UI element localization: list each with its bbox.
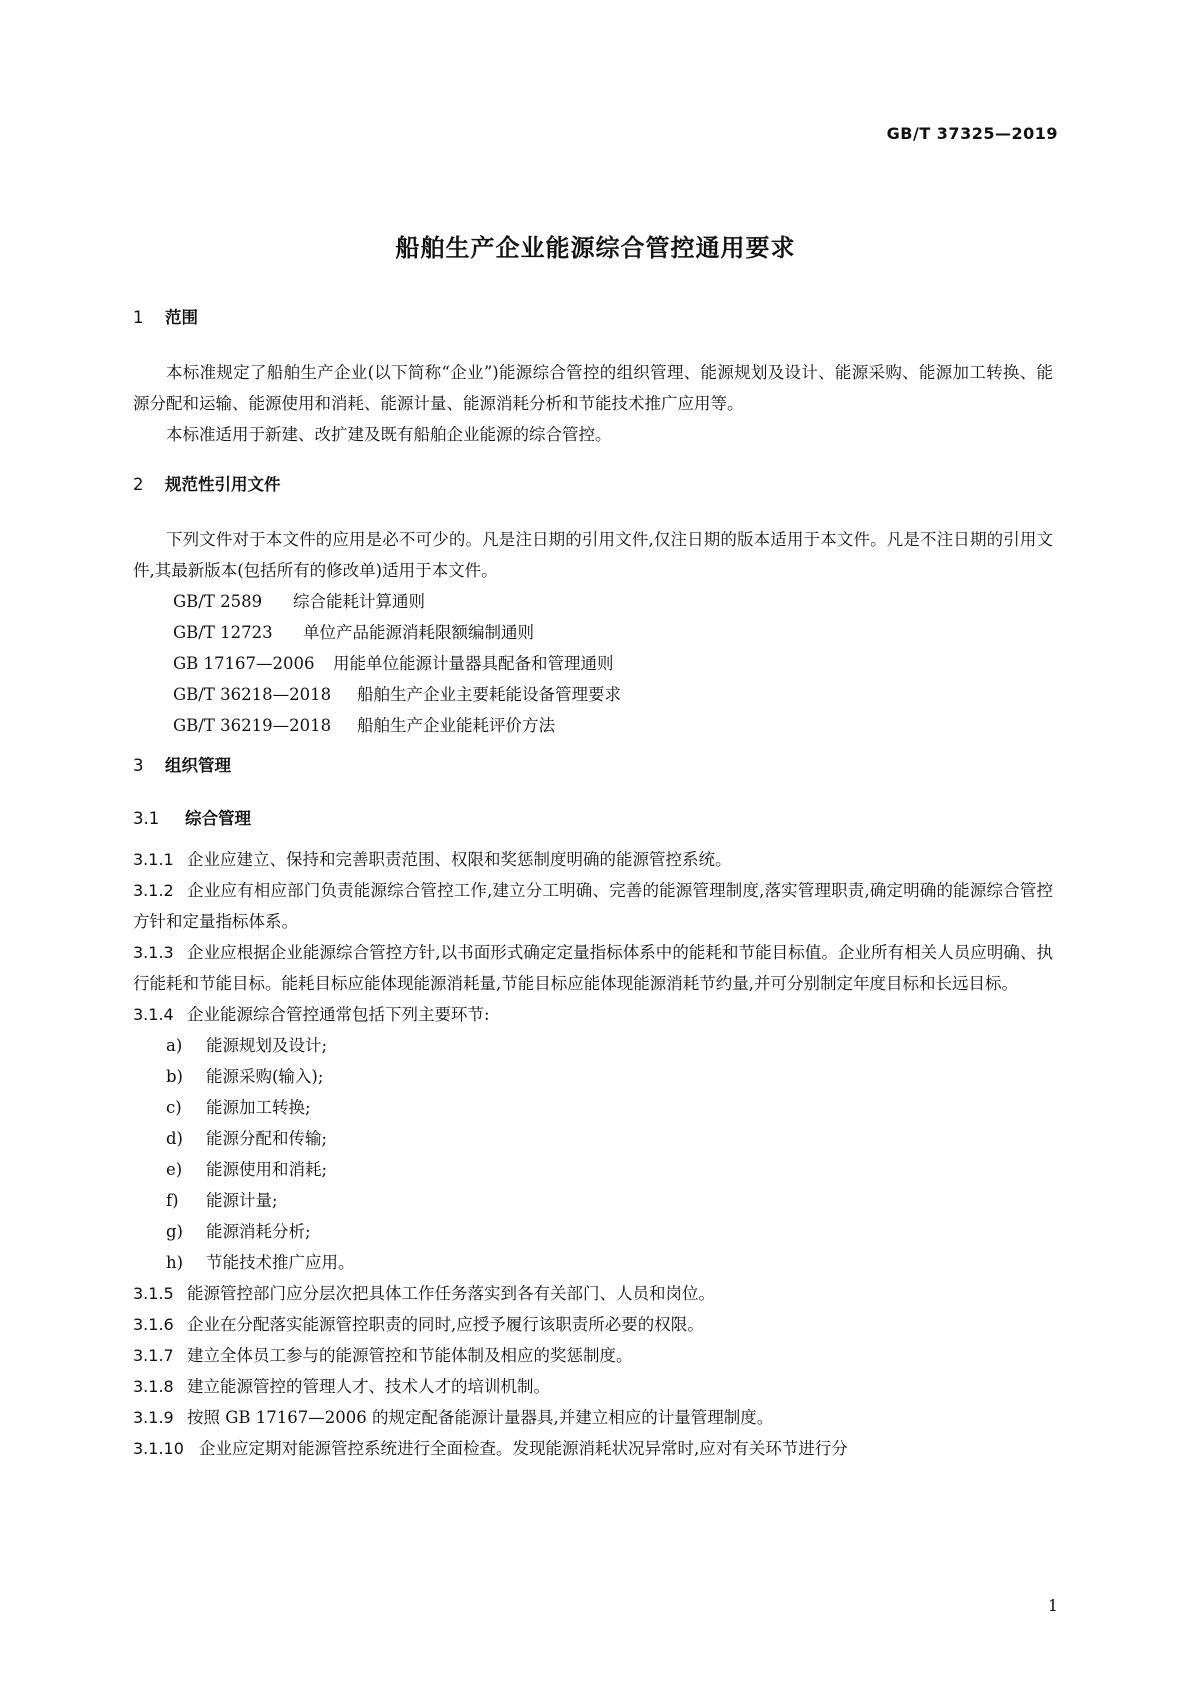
reference-code: GB/T 2589 [173, 592, 263, 611]
reference-code: GB/T 36219—2018 [173, 716, 332, 735]
subsection-title: 综合管理 [185, 809, 251, 828]
clause-number: 3.1.7 [133, 1346, 174, 1365]
list-item [133, 1185, 1053, 1216]
subsection-number: 3.1 [133, 809, 160, 828]
clause [133, 937, 1053, 999]
section-heading [133, 302, 1053, 333]
clause-number: 3.1.3 [133, 943, 174, 962]
list-label: h) [166, 1253, 184, 1272]
clause [133, 1278, 1053, 1309]
clause-text: 企业应定期对能源管控系统进行全面检查。发现能源消耗状况异常时,应对有关环节进行分 [199, 1439, 848, 1458]
list-label: e) [166, 1160, 183, 1179]
list-item [133, 1092, 1053, 1123]
paragraph: 本标准规定了船舶生产企业(以下简称“企业”)能源综合管控的组织管理、能源规划及设计、能源采购、能源加工转换、能源分配和运输、能源使用和消耗、能源计量、能源消耗分析和节能技术推广应用等。 [133, 363, 1053, 413]
paragraph: 下列文件对于本文件的应用是必不可少的。凡是注日期的引用文件,仅注日期的版本适用于本文件。凡是不注日期的引用文件,其最新版本(包括所有的修改单)适用于本文件。 [133, 530, 1053, 580]
clause-number: 3.1.10 [133, 1439, 184, 1458]
clause-number: 3.1.1 [133, 850, 174, 869]
clause-number: 3.1.6 [133, 1315, 174, 1334]
list-label: d) [166, 1129, 183, 1148]
clause-text: 企业应根据企业能源综合管控方针,以书面形式确定定量指标体系中的能耗和节能目标值。企业所有相关人员应明确、执行能耗和节能目标。能耗目标应能体现能源消耗量,节能目标应能体现能源消耗节约量,并可分别制定年度目标和长远目标。 [133, 943, 1053, 993]
list-text: 能源加工转换; [206, 1098, 311, 1117]
clause-number: 3.1.5 [133, 1284, 174, 1303]
reference-code: GB/T 12723 [173, 623, 273, 642]
list-text: 能源规划及设计; [206, 1036, 328, 1055]
section-heading [133, 469, 1053, 500]
reference-title: 用能单位能源计量器具配备和管理通则 [333, 654, 614, 673]
clause-text: 企业能源综合管控通常包括下列主要环节: [187, 1005, 490, 1024]
subsection-heading [133, 803, 1053, 834]
reference-item [133, 710, 1053, 741]
list-item [133, 1123, 1053, 1154]
clause-number: 3.1.4 [133, 1005, 174, 1024]
clause [133, 1340, 1053, 1371]
list-text: 能源计量; [206, 1191, 278, 1210]
section-number: 2 [133, 475, 144, 494]
reference-title: 船舶生产企业能耗评价方法 [357, 716, 555, 735]
clause-text: 建立能源管控的管理人才、技术人才的培训机制。 [187, 1377, 550, 1396]
section-number: 1 [133, 308, 144, 327]
clause [133, 1371, 1053, 1402]
clause-text: 企业应有相应部门负责能源综合管控工作,建立分工明确、完善的能源管理制度,落实管理职责,确定明确的能源综合管控方针和定量指标体系。 [133, 881, 1053, 931]
clause-text: 能源管控部门应分层次把具体工作任务落实到各有关部门、人员和岗位。 [187, 1284, 715, 1303]
list-item [133, 1030, 1053, 1061]
clause-number: 3.1.9 [133, 1408, 174, 1427]
clause-number: 3.1.2 [133, 881, 174, 900]
section-number: 3 [133, 756, 144, 775]
list-item [133, 1154, 1053, 1185]
list-text: 节能技术推广应用。 [206, 1253, 355, 1272]
list-label: a) [166, 1036, 183, 1055]
clause-text: 企业应建立、保持和完善职责范围、权限和奖惩制度明确的能源管控系统。 [187, 850, 732, 869]
list-label: c) [166, 1098, 182, 1117]
section-heading [133, 750, 1053, 781]
list-text: 能源采购(输入); [206, 1067, 324, 1086]
list-text: 能源消耗分析; [206, 1222, 311, 1241]
paragraph: 本标准适用于新建、改扩建及既有船舶企业能源的综合管控。 [166, 425, 612, 444]
clause-number: 3.1.8 [133, 1377, 174, 1396]
reference-item [133, 617, 1053, 648]
list-label: b) [166, 1067, 183, 1086]
clause [133, 999, 1053, 1030]
section-1 [133, 302, 1053, 450]
section-2 [133, 469, 1053, 741]
clause [133, 1402, 1053, 1433]
list-item [133, 1061, 1053, 1092]
section-title: 规范性引用文件 [165, 475, 281, 494]
section-3 [133, 750, 1053, 1464]
standard-code: GB/T 37325—2019 [886, 124, 1058, 143]
reference-title: 综合能耗计算通则 [293, 592, 425, 611]
list-text: 能源使用和消耗; [206, 1160, 328, 1179]
list-text: 能源分配和传输; [206, 1129, 328, 1148]
reference-item [133, 586, 1053, 617]
clause-text: 按照 GB 17167—2006 的规定配备能源计量器具,并建立相应的计量管理制度。 [187, 1408, 774, 1427]
clause [133, 1309, 1053, 1340]
reference-item [133, 679, 1053, 710]
document-title: 船舶生产企业能源综合管控通用要求 [395, 234, 796, 262]
reference-code: GB/T 36218—2018 [173, 685, 332, 704]
clause-text: 企业在分配落实能源管控职责的同时,应授予履行该职责所必要的权限。 [187, 1315, 704, 1334]
clause [133, 1433, 1053, 1464]
section-title: 组织管理 [165, 756, 231, 775]
reference-title: 单位产品能源消耗限额编制通则 [303, 623, 534, 642]
reference-item [133, 648, 1053, 679]
clause [133, 875, 1053, 937]
list-label: f) [166, 1191, 179, 1210]
clause-text: 建立全体员工参与的能源管控和节能体制及相应的奖惩制度。 [187, 1346, 633, 1365]
list-item [133, 1216, 1053, 1247]
list-item [133, 1247, 1053, 1278]
section-title: 范围 [165, 308, 198, 327]
clause [133, 844, 1053, 875]
reference-title: 船舶生产企业主要耗能设备管理要求 [357, 685, 621, 704]
reference-code: GB 17167—2006 [173, 654, 315, 673]
page-number: 1 [1047, 1596, 1058, 1615]
list-label: g) [166, 1222, 183, 1241]
